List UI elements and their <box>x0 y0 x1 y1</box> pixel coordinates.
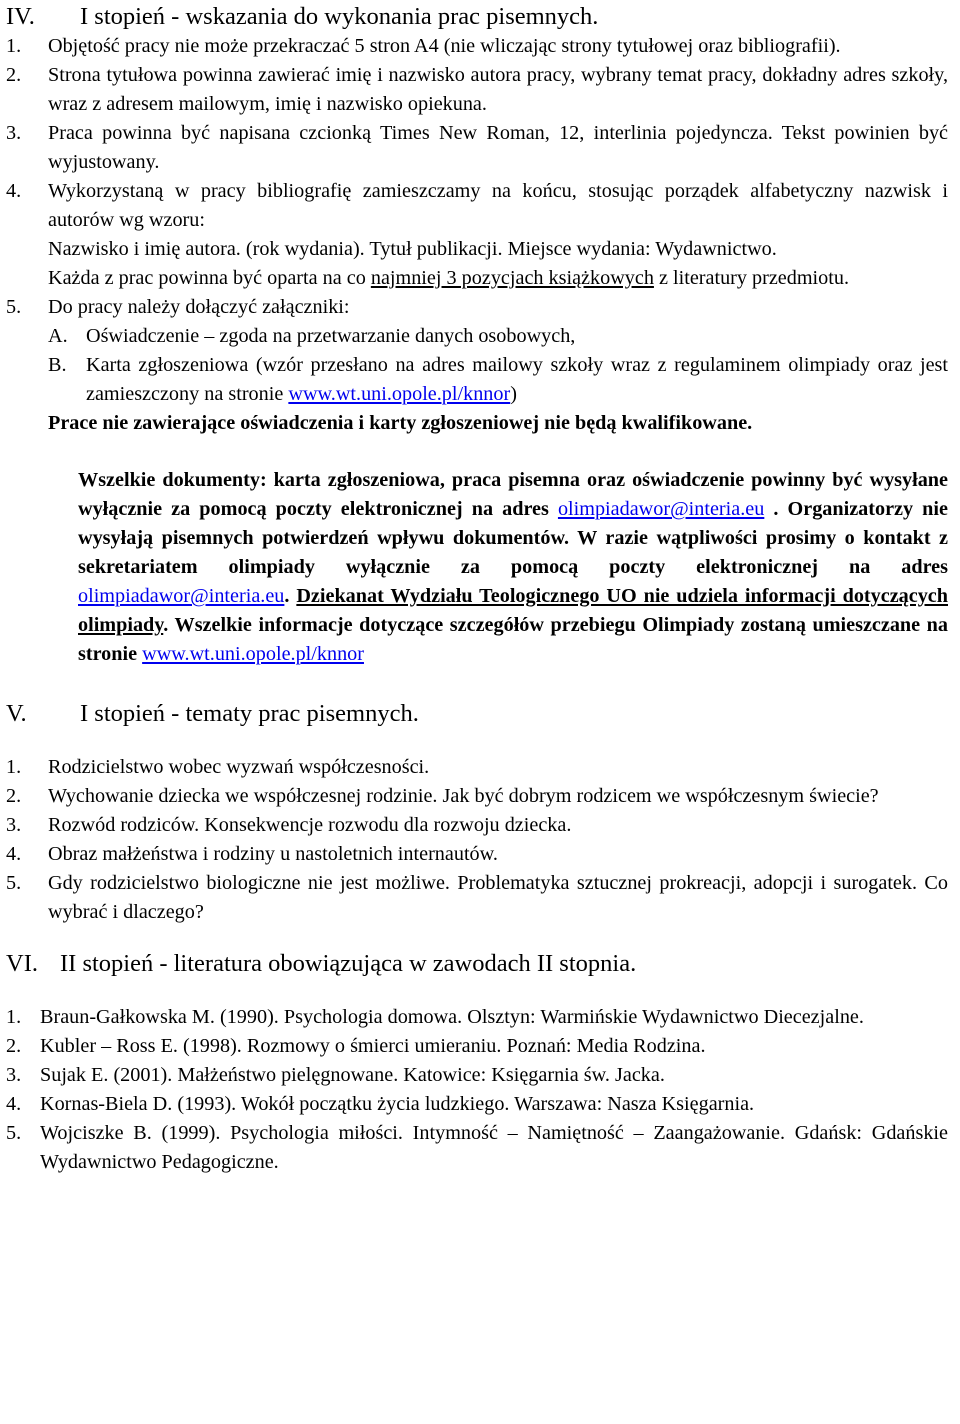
item-text: Obraz małżeństwa i rodziny u nastoletnich internautów. <box>48 843 498 865</box>
list-item <box>6 61 948 119</box>
section-5-list <box>6 753 948 927</box>
bibliography-instruction: Wykorzystaną w pracy bibliografię zamieszczamy na końcu, stosując porządek alfabetyczny nazwisk i autorów wg wzoru: <box>48 180 948 231</box>
notice-text: . Organizatorzy nie wysyłają pisemnych potwierdzeń wpływu dokumentów. W razie wątpliwości prosimy o kontakt z sekretariatem olimpiady wyłącznie za pomocą poczty elektronicznej na adres <box>78 498 948 578</box>
notice-text: . Wszelkie informacje dotyczące szczegółów przebiegu Olimpiady zostaną umieszczane na stronie <box>78 614 948 665</box>
attachments-intro: Do pracy należy dołączyć załączniki: <box>48 296 350 318</box>
attachment-b <box>48 351 948 409</box>
item-number: 5. <box>6 296 22 318</box>
sub-item-letter: B. <box>48 354 67 376</box>
sub-item-letter: A. <box>48 325 68 347</box>
item-text: Strona tytułowa powinna zawierać imię i nazwisko autora pracy, wybrany temat pracy, dokładny adres szkoły, wraz z adresem mailowym, imię i nazwisko opiekuna. <box>48 64 948 115</box>
requirement-text: Każda z prac powinna być oparta na co <box>48 267 371 289</box>
item-text: Kornas-Biela D. (1993). Wokół początku życia ludzkiego. Warszawa: Nasza Księgarnia. <box>40 1093 755 1115</box>
submission-notice <box>78 466 948 669</box>
item-text: Praca powinna być napisana czcionką Times New Roman, 12, interlinia pojedyncza. Tekst powinien być wyjustowany. <box>48 122 948 173</box>
rejection-warning: Prace nie zawierające oświadczenia i karty zgłoszeniowej nie będą kwalifikowane. <box>48 412 753 434</box>
item-number: 3. <box>6 814 22 836</box>
sub-item-text: Oświadczenie – zgoda na przetwarzanie danych osobowych, <box>86 325 576 347</box>
item-text: Rozwód rodziców. Konsekwencje rozwodu dla rozwoju dziecka. <box>48 814 572 836</box>
list-item <box>6 293 948 438</box>
item-number: 2. <box>6 64 22 86</box>
item-text: Braun-Gałkowska M. (1990). Psychologia domowa. Olsztyn: Warmińskie Wydawnictwo Diecezjalne. <box>40 1006 864 1028</box>
section-4-list <box>6 32 948 438</box>
list-item <box>6 32 948 61</box>
item-number: 5. <box>6 1122 22 1144</box>
item-text <box>48 177 948 293</box>
list-item <box>6 1119 948 1177</box>
item-text: Objętość pracy nie może przekraczać 5 stron A4 (nie wliczając strony tytułowej oraz bibliografii). <box>48 35 841 57</box>
section-5-title: I stopień - tematy prac pisemnych. <box>80 700 419 727</box>
section-6-title: II stopień - literatura obowiązująca w zawodach II stopnia. <box>60 950 637 977</box>
item-number: 2. <box>6 785 22 807</box>
list-item <box>6 1032 948 1061</box>
sub-item-text-part: Karta zgłoszeniowa (wzór przesłano na adres mailowy szkoły wraz z regulaminem olimpiady oraz jest zamieszczony na stronie <box>86 354 948 405</box>
section-4-title: I stopień - wskazania do wykonania prac pisemnych. <box>80 3 599 30</box>
item-number: 4. <box>6 180 22 202</box>
item-number: 4. <box>6 1093 22 1115</box>
section-4-number: IV. <box>6 3 35 30</box>
item-number: 5. <box>6 872 22 894</box>
list-item <box>6 1061 948 1090</box>
list-item <box>6 782 948 811</box>
email-link[interactable]: olimpiadawor@interia.eu <box>557 498 765 520</box>
item-text: Rodzicielstwo wobec wyzwań współczesności. <box>48 756 430 778</box>
item-text: Sujak E. (2001). Małżeństwo pielęgnowane. Katowice: Księgarnia św. Jacka. <box>40 1064 665 1086</box>
sources-requirement <box>48 264 948 293</box>
item-text: Kubler – Ross E. (1998). Rozmowy o śmierci umieraniu. Poznań: Media Rodzina. <box>40 1035 706 1057</box>
requirement-underlined: najmniej 3 pozycjach książkowych <box>370 267 654 289</box>
notice-underlined: Dziekanat Wydziału Teologicznego UO nie udziela informacji dotyczących olimpiady <box>78 585 948 636</box>
item-text: Wojciszke B. (1999). Psychologia miłości. Intymność – Namiętność – Zaangażowanie. Gdańsk: Gdańskie Wydawnictwo Pedagogiczne. <box>40 1122 948 1173</box>
section-6-heading <box>6 949 948 979</box>
list-item <box>6 840 948 869</box>
item-number: 4. <box>6 843 22 865</box>
requirement-text-end: z literatury przedmiotu. <box>653 267 850 289</box>
notice-text: . <box>284 585 297 607</box>
notice-text: Wszelkie dokumenty: karta zgłoszeniowa, praca pisemna oraz oświadczenie powinny być wysyłane wyłącznie za pomocą poczty elektronicznej na adres <box>78 469 948 520</box>
item-number: 3. <box>6 1064 22 1086</box>
section-4-heading <box>6 2 948 32</box>
website-link[interactable]: www.wt.uni.opole.pl/knnor <box>288 383 511 405</box>
list-item <box>6 1090 948 1119</box>
list-item <box>6 753 948 782</box>
list-item <box>6 869 948 927</box>
section-6-list <box>6 1003 948 1177</box>
item-text <box>48 293 948 438</box>
list-item <box>6 1003 948 1032</box>
item-number: 2. <box>6 1035 22 1057</box>
item-number: 1. <box>6 756 22 778</box>
section-5-heading <box>6 699 948 729</box>
item-text: Wychowanie dziecka we współczesnej rodzinie. Jak być dobrym rodzicem we współczesnym świecie? <box>48 785 879 807</box>
website-link[interactable]: www.wt.uni.opole.pl/knnor <box>142 643 364 665</box>
attachment-a <box>48 322 948 351</box>
item-number: 3. <box>6 122 22 144</box>
section-6-number: VI. <box>6 950 38 977</box>
item-text: Gdy rodzicielstwo biologiczne nie jest możliwe. Problematyka sztucznej prokreacji, adopcji i surogatek. Co wybrać i dlaczego? <box>48 872 948 923</box>
list-item <box>6 811 948 840</box>
list-item <box>6 177 948 293</box>
section-5-number: V. <box>6 700 27 727</box>
bibliography-pattern: Nazwisko i imię autora. (rok wydania). Tytuł publikacji. Miejsce wydania: Wydawnictwo. <box>48 238 777 260</box>
item-number: 1. <box>6 1006 22 1028</box>
item-number: 1. <box>6 35 22 57</box>
list-item <box>6 119 948 177</box>
sub-item-text <box>86 351 948 409</box>
sub-item-text-close: ) <box>510 383 517 405</box>
email-link[interactable]: olimpiadawor@interia.eu <box>78 585 285 607</box>
